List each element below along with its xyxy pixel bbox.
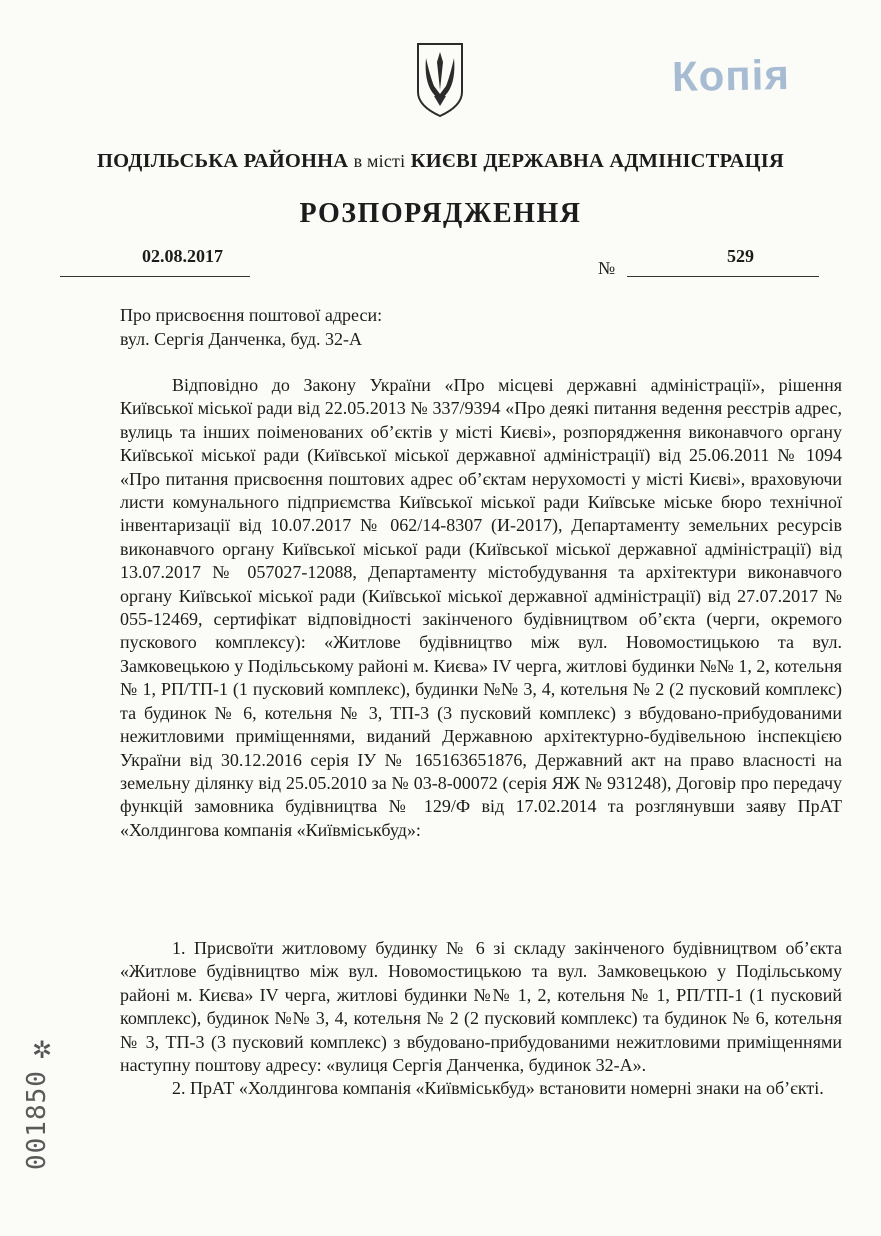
subject-line-1: Про присвоєння поштової адреси: (120, 305, 383, 325)
trident-emblem-icon (412, 40, 468, 118)
subject-line-2: вул. Сергія Данченка, буд. 32-А (120, 329, 362, 349)
registration-serial: 001850 (22, 1070, 52, 1170)
document-subject (120, 303, 382, 351)
resolution-items (120, 937, 842, 1101)
resolution-item-2: 2. ПрАТ «Холдингова компанія «Київміськбуд» встановити номерні знаки на об’єкті. (172, 1078, 824, 1099)
resolution-item-1: 1. Присвоїти житловому будинку № 6 зі складу закінченого будівництвом об’єкта «Житлове будівництво між вул. Новомостицькою та вул. Замковецькою у Подільському районі м. Києва» IV черга, житлові будинки №№ 1, 2, котельня № 1, РП/ТП-1 (1 пусковий комплекс), будинок №№ 3, 4, котельня № 2 (2 пусковий комплекс) та будинок № 6, котельня № 3, ТП-3 (3 пусковий комплекс) з вбудовано-прибудованими нежитловими приміщеннями наступну поштову адресу: «вулиця Сергія Данченка, будинок 32-А». (120, 938, 842, 1076)
org-name-part2: в місті (353, 151, 406, 171)
date-underline (60, 276, 250, 277)
document-number: 529 (727, 246, 754, 266)
org-name-part1: ПОДІЛЬСЬКА РАЙОННА (97, 150, 349, 172)
number-underline (627, 276, 819, 277)
organization-name (0, 150, 881, 173)
org-name-part3: КИЄВІ ДЕРЖАВНА АДМІНІСТРАЦІЯ (410, 150, 784, 172)
document-date: 02.08.2017 (142, 246, 223, 266)
preamble-paragraph: Відповідно до Закону України «Про місцеві державні адміністрації», рішення Київської міської ради від 22.05.2013 № 337/9394 «Про деякі питання ведення реєстрів адрес, вулиць та інших поіменованих об’єктів у місті Києві», розпорядження виконавчого органу Київської міської ради (Київської міської державної адміністрації) від 25.06.2011 № 1094 «Про питання присвоєння поштових адрес об’єктам нерухомості у місті Києві», враховуючи листи комунального підприємства Київської міської ради Київське міське бюро технічної інвентаризації від 10.07.2017 № 062/14-8307 (И-2017), Департаменту земельних ресурсів виконавчого органу Київської міської ради (Київської міської державної адміністрації) від 13.07.2017 № 057027-12088, Департаменту містобудування та архітектури виконавчого органу Київської міської ради (Київської міської державної адміністрації) від 27.07.2017 № 055-12469, сертифікат відповідності закінченого будівництвом об’єкта (черги, окремого пускового комплексу): «Житлове будівництво між вул. Новомостицькою та вул. Замковецькою у Подільському районі м. Києва» IV черга, житлові будинки №№ 1, 2, котельня № 1, РП/ТП-1 (1 пусковий комплекс), будинки №№ 3, 4, котельня № 2 (2 пусковий комплекс) та будинок № 6, котельня № 3, ТП-3 (3 пусковий комплекс) з вбудовано-прибудованими нежитловими приміщеннями, виданий Державною архітектурно-будівельною інспекцією України від 30.12.2016 серія ІУ № 165163651876, Державний акт на право власності на земельну ділянку від 25.05.2010 за № 03-8-00072 (серія ЯЖ № 931248), Договір про передачу функцій замовника будівництва № 129/Ф від 17.02.2014 та розглянувши заяву ПрАТ «Холдингова компанія «Київміськбуд»: (120, 375, 842, 840)
document-type-title: РОЗПОРЯДЖЕННЯ (299, 198, 582, 229)
copy-stamp: Копія (671, 50, 791, 101)
number-sign: № (598, 258, 616, 278)
preamble (120, 374, 842, 842)
asterisk-mark: ✲ (32, 1038, 53, 1064)
